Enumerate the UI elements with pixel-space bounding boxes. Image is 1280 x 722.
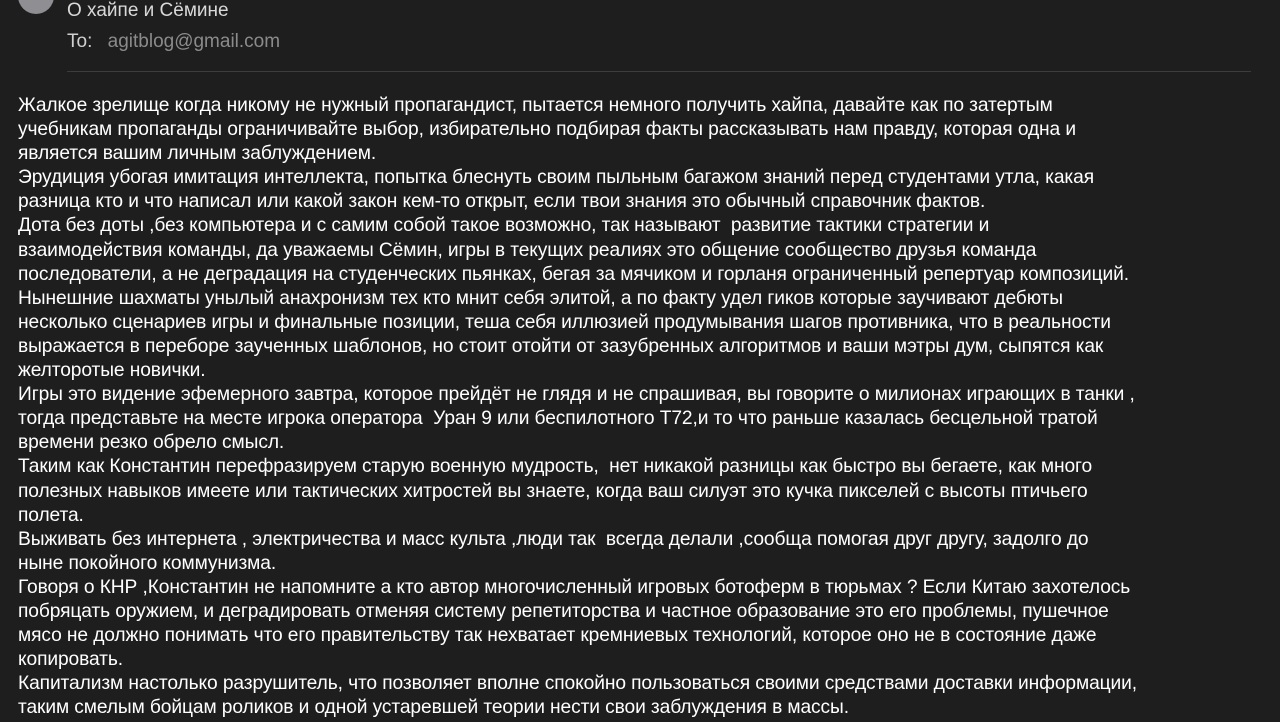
message-paragraph: Выживать без интернета , электричества и масс культа ,люди так всегда делали ,сообща помогая друг другу, задолго до ныне покойного коммунизма. <box>18 528 1089 574</box>
header-divider <box>67 71 1251 72</box>
message-paragraph: Жалкое зрелище когда никому не нужный пропагандист, пытается немного получить хайпа, давайте как по затертым учебникам пропаганды ограничивайте выбор, избирательно подбирая факты рассказывать нам правду, которая одна и является вашим личным заблуждением. <box>18 95 1076 165</box>
message-paragraph: Капитализм настолько разрушитель, что позволяет вполне спокойно пользоваться своими средствами доставки информации, таким смелым бойцам роликов и одной устаревшей теории нести свои заблуждения в массы. <box>18 673 1138 719</box>
message-paragraph: Дота без доты ,без компьютера и с самим собой такое возможно, так называют развитие тактики стратегии и взаимодействия команды, да уважаемы Сёмин, игры в текущих реалиях это общение сообщество друзья команда последователи, а не деградация на студенческих пьянках, бегая за мячиком и горланя ограниченный репертуар композиций. <box>18 215 1129 285</box>
message-paragraph: Нынешние шахматы унылый анахронизм тех кто мнит себя элитой, а по факту удел гиков которые заучивают дебюты несколько сценариев игры и финальные позиции, теша себя иллюзией продумывания шагов противника, что в реальности выражается в переборе заученных шаблонов, но стоит отойти от зазубренных алгоритмов и ваши мэтры дум, сыпятся как желторотые новички. <box>18 287 1111 382</box>
message-paragraph: Эрудиция убогая имитация интеллекта, попытка блеснуть своим пыльным багажом знаний перед студентами утла, какая разница кто и что написал или какой закон кем-то открыт, если твои знания это обычный справочник фактов. <box>18 167 1094 213</box>
to-label: To: <box>67 31 93 52</box>
message-paragraph: Таким как Константин перефразируем старую военную мудрость, нет никакой разницы как быстро вы бегаете, как много полезных навыков имеете или тактических хитростей вы знаете, когда ваш силуэт это кучка пикселей с высоты птичьего полета. <box>18 456 1093 526</box>
message-body <box>18 94 1268 720</box>
sender-avatar <box>18 0 54 14</box>
recipient-address[interactable]: agitblog@gmail.com <box>107 31 281 52</box>
message-paragraph: Говоря о КНР ,Константин не напомните а кто автор многочисленный игровых ботоферм в тюрьмах ? Если Китаю захотелось побряцать оружием, и деградировать отменяя систему репетиторства и частное образование это его проблемы, пушечное мясо не должно понимать что его правительству так нехватает кремниевых технологий, которое оно не в состояние даже копировать. <box>18 576 1131 671</box>
recipient-row <box>67 30 280 54</box>
email-subject: О хайпе и Сёмине <box>67 0 229 21</box>
message-paragraph: Игры это видение эфемерного завтра, которое прейдёт не глядя и не спрашивая, вы говорите о милионах играющих в танки , тогда представьте на месте игрока оператора Уран 9 или беспилотного Т72,и то что раньше казалась бесцельной тратой времени резко обрело смысл. <box>18 384 1135 454</box>
